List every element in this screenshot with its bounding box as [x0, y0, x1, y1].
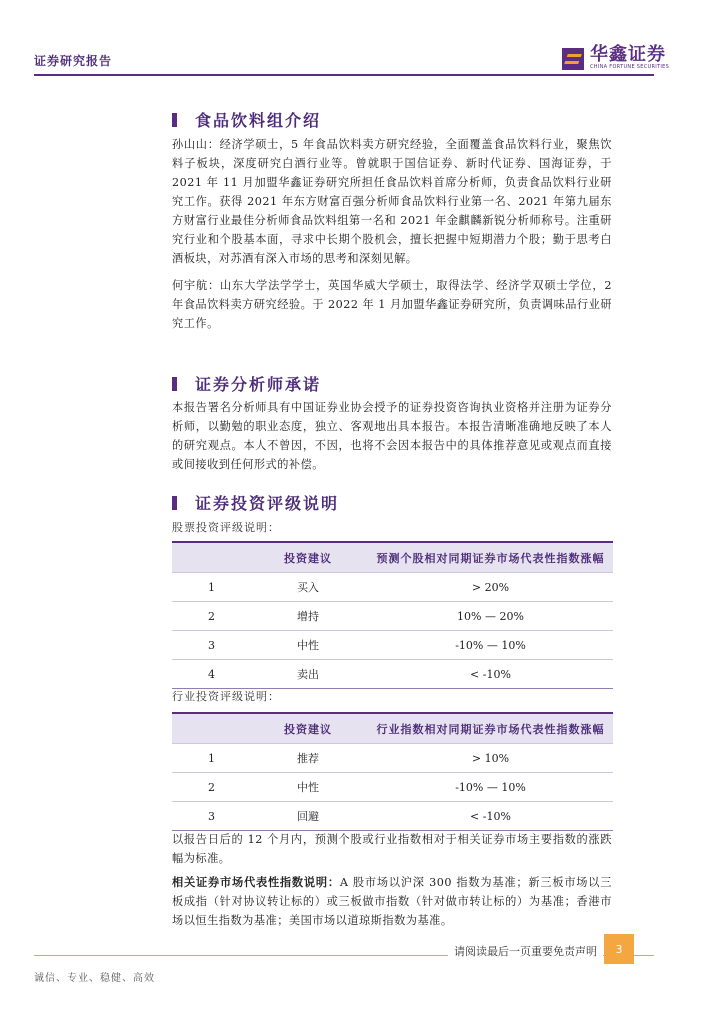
table-cell: > 20% [368, 573, 613, 602]
commitment-section-title-text: 证券分析师承诺 [195, 375, 322, 394]
table-cell: 卖出 [248, 660, 368, 689]
team-section-title-text: 食品饮料组介绍 [195, 111, 322, 130]
logo-en-text: CHINA FORTUNE SECURITIES [590, 64, 670, 70]
section-bar-icon [172, 496, 177, 510]
table-cell: 1 [172, 744, 248, 773]
analyst-bio-2: 何宇航：山东大学法学学士，英国华威大学硕士，取得法学、经济学双硕士学位，2 年食品饮料卖方研究经验。于 2022 年 1 月加盟华鑫证券研究所，负责调味品行业研究工作。 [172, 279, 613, 330]
analyst-bio-1: 孙山山：经济学硕士，5 年食品饮料卖方研究经验，全面覆盖食品饮料行业，聚焦饮料子板块，深度研究白酒行业等。曾就职于国信证券、新时代证券、国海证券，于 2021 年 11 月加盟华鑫证券研究所担任食品饮料首席分析师，负责食品饮料行业研究工作。获得 2021 年东方财富百强分析师食品饮料行业第一名、2021 年第九届东方财富行业最佳分析师食品饮料组第一名和 2021 年金麒麟新锐分析师称号。注重研究行业和个股基本面，寻求中长期个股机会，擅长把握中短期潜力个股；勤于思考白酒板块，对苏酒有深入市场的思考和深刻见解。 [172, 138, 612, 265]
disclaimer-link[interactable]: 请阅读最后一页重要免责声明 [448, 943, 603, 959]
industry-rating-table [172, 712, 613, 831]
table-header-row [172, 713, 613, 744]
index-benchmark-note-heading: 相关证券市场代表性指数说明： [172, 875, 340, 889]
table-row [172, 802, 613, 831]
table-row [172, 744, 613, 773]
rating-period-note: 以报告日后的 12 个月内，预测个股或行业指数相对于相关证券市场主要指数的涨跌幅为标准。 [172, 833, 612, 865]
index-benchmark-note-body: A 股市场以沪深 300 指数为基准；新三板市场以三板成指（针对协议转让标的）或三板做市指数（针对做市转让标的）为基准；香港市场以恒生指数为基准；美国市场以道琼斯指数为基准。 [172, 876, 612, 927]
report-type-label: 证券研究报告 [34, 54, 113, 68]
table-header-row [172, 542, 613, 573]
stock-rating-label: 股票投资评级说明： [172, 521, 280, 534]
header-divider [34, 74, 654, 76]
logo-mark-icon [562, 48, 584, 70]
table-cell: 中性 [248, 631, 368, 660]
table-cell: -10% — 10% [368, 773, 613, 802]
logo-cn-text: 华鑫证券 [590, 44, 666, 65]
table-row [172, 573, 613, 602]
page-number: 3 [604, 934, 634, 964]
commitment-text: 本报告署名分析师具有中国证券业协会授予的证券投资咨询执业资格并注册为证券分析师，以勤勉的职业态度，独立、客观地出具本报告。本报告清晰准确地反映了本人的研究观点。本人不曾因，不因，也将不会因本报告中的具体推荐意见或观点而直接或间接收到任何形式的补偿。 [172, 401, 612, 471]
table-header-cell: 投资建议 [248, 542, 368, 573]
rating-section-title-text: 证券投资评级说明 [195, 494, 340, 513]
table-cell: 1 [172, 573, 248, 602]
table-cell: 10% — 20% [368, 602, 613, 631]
team-section-title [172, 108, 321, 131]
table-row [172, 602, 613, 631]
rating-section-title [172, 491, 339, 514]
table-header-cell [172, 713, 248, 744]
table-row [172, 773, 613, 802]
table-cell: -10% — 10% [368, 631, 613, 660]
table-row [172, 631, 613, 660]
section-bar-icon [172, 377, 177, 391]
section-bar-icon [172, 113, 177, 127]
table-cell: 中性 [248, 773, 368, 802]
table-header-cell: 预测个股相对同期证券市场代表性指数涨幅 [368, 542, 613, 573]
table-row [172, 660, 613, 689]
table-cell: 2 [172, 773, 248, 802]
stock-rating-table [172, 541, 613, 689]
table-cell: 2 [172, 602, 248, 631]
industry-rating-label: 行业投资评级说明： [172, 690, 280, 703]
table-cell: 3 [172, 631, 248, 660]
table-cell: 3 [172, 802, 248, 831]
table-header-cell: 投资建议 [248, 713, 368, 744]
table-cell: 4 [172, 660, 248, 689]
index-benchmark-note [172, 873, 612, 930]
table-cell: > 10% [368, 744, 613, 773]
table-header-cell [172, 542, 248, 573]
table-cell: 回避 [248, 802, 368, 831]
table-header-cell: 行业指数相对同期证券市场代表性指数涨幅 [368, 713, 613, 744]
table-cell: < -10% [368, 802, 613, 831]
company-logo [562, 46, 669, 71]
table-cell: 推荐 [248, 744, 368, 773]
commitment-section-title [172, 372, 321, 395]
footer-slogan: 诚信、专业、稳健、高效 [34, 973, 155, 984]
table-cell: < -10% [368, 660, 613, 689]
table-cell: 买入 [248, 573, 368, 602]
table-cell: 增持 [248, 602, 368, 631]
